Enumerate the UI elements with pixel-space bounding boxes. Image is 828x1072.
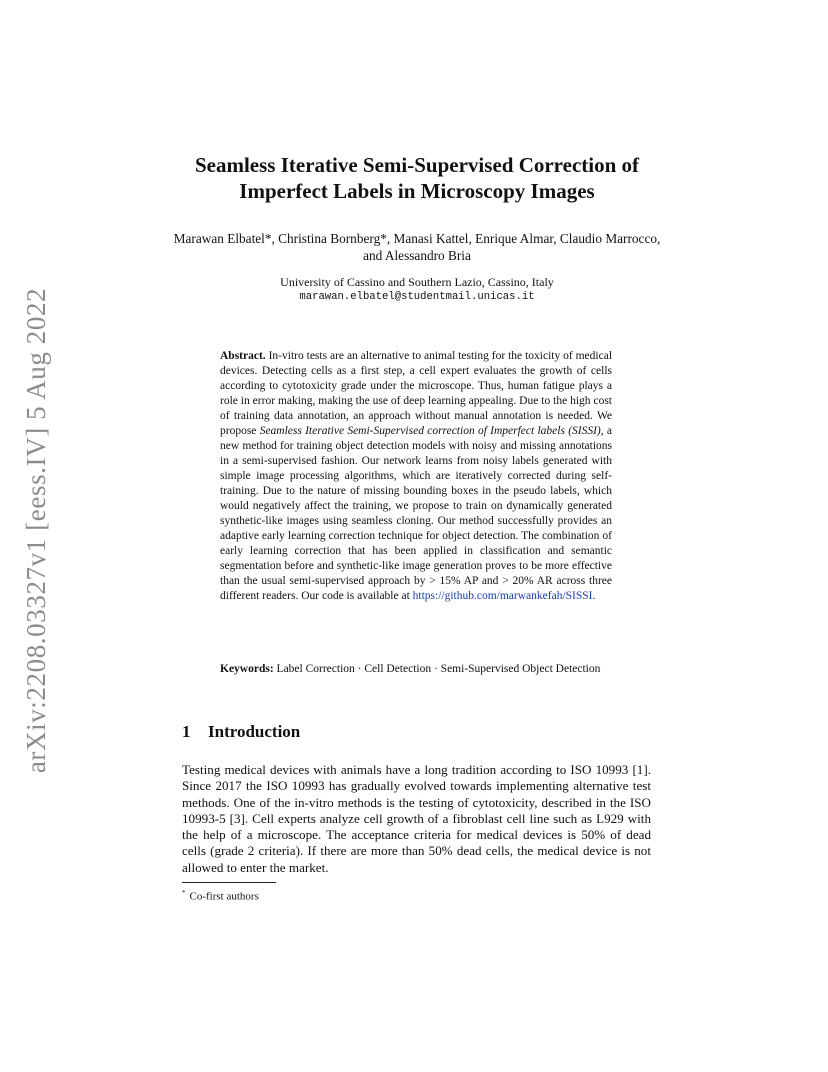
keywords bbox=[220, 662, 612, 677]
arxiv-identifier-text: arXiv:2208.03327v1 [eess.IV] 5 Aug 2022 bbox=[21, 287, 52, 773]
section-heading bbox=[182, 721, 300, 743]
abstract bbox=[220, 349, 612, 604]
abstract-text-end: . bbox=[592, 590, 596, 602]
footnote-divider bbox=[182, 882, 276, 883]
section-number: 1 bbox=[182, 722, 191, 741]
author-list: Marawan Elbatel*, Christina Bornberg*, Manasi Kattel, Enrique Almar, Claudio Marrocco, and Alessandro Bria bbox=[173, 231, 661, 263]
arxiv-identifier-stamp bbox=[12, 270, 62, 790]
abstract-text-after: , a new method for training object detection models with noisy and missing annotations in a semi-supervised fashion. Our network learns from noisy labels generated with simple image processing algorithms, which are iteratively corrected during self-training. Due to the nature of missing bounding boxes in the pseudo labels, which would negatively affect the training, we propose to train on dynamically generated synthetic-like images using seamless cloning. Our method successfully provides an adaptive early learning correction technique for object detection. The combination of early learning correction that has been applied in classification and semantic segmentation before and synthetic-like image generation proves to be more effective than the usual semi-supervised approach by > 15% AP and > 20% AR across three different readers. Our code is available at bbox=[220, 425, 613, 602]
abstract-method-name: Seamless Iterative Semi-Supervised correction of Imperfect labels (SISSI) bbox=[259, 425, 601, 437]
code-repository-link[interactable]: https://github.com/marwankefah/SISSI bbox=[412, 590, 593, 602]
paper-title: Seamless Iterative Semi-Supervised Correction of Imperfect Labels in Microscopy Images bbox=[194, 153, 640, 203]
keywords-label: Keywords: bbox=[220, 663, 274, 675]
footnote-marker: * bbox=[182, 889, 186, 897]
affiliation: University of Cassino and Southern Lazio, Cassino, Italy bbox=[280, 275, 554, 289]
abstract-label: Abstract. bbox=[220, 350, 266, 362]
affiliation-block bbox=[170, 275, 664, 305]
footnote bbox=[182, 886, 259, 904]
keywords-text: Label Correction · Cell Detection · Semi-Supervised Object Detection bbox=[276, 663, 601, 675]
section-title: Introduction bbox=[208, 722, 301, 741]
footnote-text: Co-first authors bbox=[189, 890, 259, 903]
abstract-text-before: In-vitro tests are an alternative to animal testing for the toxicity of medical devices. Detecting cells as a first step, a cell expert evaluates the growth of cells according to cytotoxicity grade under the microscope. Thus, human fatigue plays a role in error making, making the use of deep learning appealing. Due to the high cost of training data annotation, an approach without manual annotation is needed. We propose bbox=[220, 350, 613, 437]
contact-email[interactable]: marawan.elbatel@studentmail.unicas.it bbox=[299, 291, 535, 303]
introduction-paragraph: Testing medical devices with animals have a long tradition according to ISO 10993 [1]. Since 2017 the ISO 10993 has gradually evolved towards implementing alternative test methods. One of the in-vitro methods is the testing of cytotoxicity, described in the ISO 10993-5 [3]. Cell experts analyze cell growth of a fibroblast cell line such as L929 with the help of a microscope. The acceptance criteria for medical devices is 50% of dead cells (grade 2 criteria). If there are more than 50% dead cells, the medical device is not allowed to enter the market. bbox=[182, 762, 651, 875]
